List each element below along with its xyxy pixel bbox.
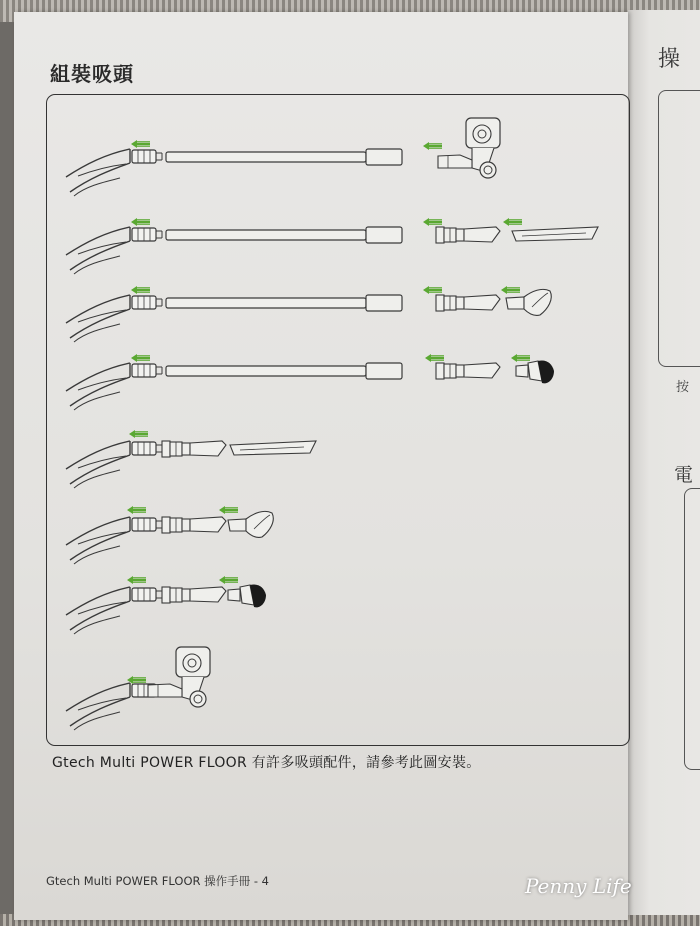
assembly-row-1	[66, 118, 500, 196]
dusting-brush-icon	[228, 584, 266, 607]
handle-icon	[66, 587, 162, 634]
assembly-row-5	[66, 430, 316, 488]
handle-icon	[66, 441, 162, 488]
adapter-icon	[436, 227, 500, 243]
watermark: Penny Life	[525, 874, 632, 898]
green-arrow-icon	[129, 430, 148, 438]
handle-icon	[66, 363, 162, 410]
green-arrow-icon	[131, 286, 150, 294]
power-floor-head-icon	[148, 647, 210, 707]
green-arrow-icon	[423, 142, 442, 150]
assembly-row-6	[66, 506, 273, 564]
power-floor-head-icon	[438, 118, 500, 178]
adapter-icon	[162, 441, 226, 457]
adapter-icon	[162, 587, 226, 603]
green-arrow-icon	[425, 354, 444, 362]
green-arrow-icon	[423, 218, 442, 226]
page-footer: Gtech Multi POWER FLOOR 操作手冊 - 4	[46, 874, 269, 888]
green-arrow-icon	[127, 576, 146, 584]
handle-icon	[66, 227, 162, 274]
extension-tube-icon	[166, 295, 402, 311]
right-page-title-2: 電	[674, 464, 694, 486]
handle-icon	[66, 517, 162, 564]
assembly-row-8	[66, 647, 210, 730]
right-page-box-2	[684, 488, 700, 770]
right-page-box	[658, 90, 700, 367]
adapter-icon	[162, 517, 226, 533]
green-arrow-icon	[423, 286, 442, 294]
section-title: 組裝吸頭	[50, 62, 134, 86]
handle-icon	[66, 295, 162, 342]
extension-tube-icon	[166, 149, 402, 165]
assembly-row-4	[66, 354, 554, 410]
green-arrow-icon	[131, 354, 150, 362]
crevice-tool-icon	[512, 227, 598, 241]
green-arrow-icon	[501, 286, 520, 294]
green-arrow-icon	[219, 576, 238, 584]
upholstery-tool-icon	[506, 289, 551, 315]
green-arrow-icon	[131, 218, 150, 226]
right-page-title: 操	[658, 47, 681, 72]
crevice-tool-icon	[230, 441, 316, 455]
assembly-row-3	[66, 286, 551, 342]
assembly-row-7	[66, 576, 266, 634]
caption-text: Gtech Multi POWER FLOOR 有許多吸頭配件，請參考此圖安裝。	[52, 755, 481, 771]
green-arrow-icon	[219, 506, 238, 514]
handle-icon	[66, 149, 162, 196]
green-arrow-icon	[131, 140, 150, 148]
green-arrow-icon	[127, 506, 146, 514]
extension-tube-icon	[166, 227, 402, 243]
dusting-brush-icon	[516, 360, 554, 383]
assembly-row-2	[66, 218, 598, 274]
adapter-icon	[436, 363, 500, 379]
green-arrow-icon	[503, 218, 522, 226]
assembly-diagram	[46, 94, 630, 746]
upholstery-tool-icon	[228, 511, 273, 537]
right-page-text: 按	[676, 380, 690, 395]
green-arrow-icon	[511, 354, 530, 362]
adapter-icon	[436, 295, 500, 311]
right-page-edge	[628, 10, 700, 915]
extension-tube-icon	[166, 363, 402, 379]
